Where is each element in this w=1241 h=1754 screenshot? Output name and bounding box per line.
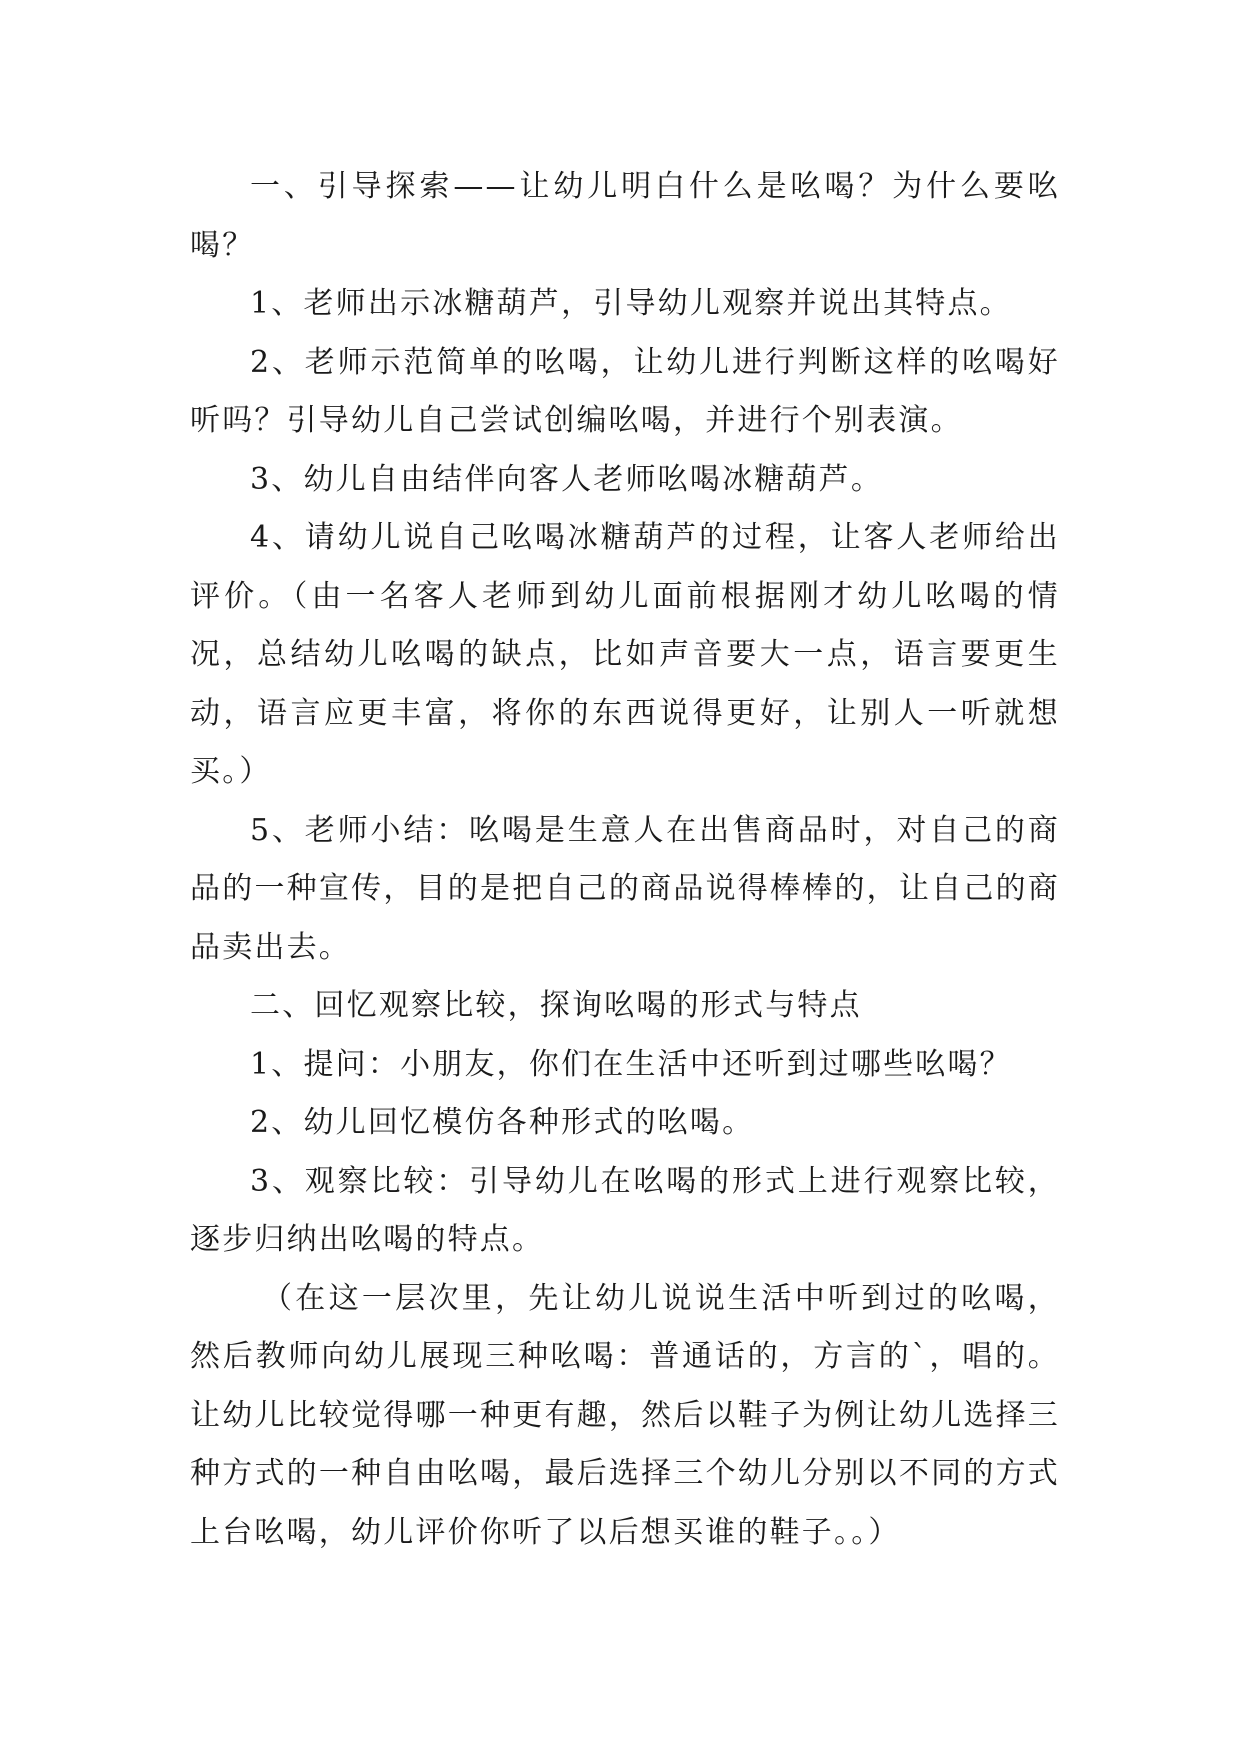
paragraph: 1、老师出示冰糖葫芦，引导幼儿观察并说出其特点。	[250, 286, 1012, 321]
section-heading-2: 二、回忆观察比较，探询吆喝的形式与特点	[250, 988, 862, 1023]
paragraph: 2、幼儿回忆模仿各种形式的吆喝。	[250, 1105, 755, 1140]
paragraph-note: （在这一层次里，先让幼儿说说生活中听到过的吆喝，然后教师向幼儿展现三种吆喝：普通话的，方言的`，唱的。让幼儿比较觉得哪一种更有趣，然后以鞋子为例让幼儿选择三种方式的一种自由吆喝，最后选择三个幼儿分别以不同的方式上台吆喝，幼儿评价你听了以后想买谁的鞋子。。）	[190, 1280, 1060, 1550]
paragraph: 2、老师示范简单的吆喝，让幼儿进行判断这样的吆喝好听吗？引导幼儿自己尝试创编吆喝，并进行个别表演。	[190, 344, 1060, 438]
paragraph: 4、请幼儿说自己吆喝冰糖葫芦的过程，让客人老师给出评价。（由一名客人老师到幼儿面前根据刚才幼儿吆喝的情况，总结幼儿吆喝的缺点，比如声音要大一点，语言要更生动，语言应更丰富，将你的东西说得更好，让别人一听就想买。）	[190, 520, 1060, 789]
paragraph: 3、观察比较：引导幼儿在吆喝的形式上进行观察比较，逐步归纳出吆喝的特点。	[190, 1163, 1060, 1257]
paragraph: 5、老师小结：吆喝是生意人在出售商品时，对自己的商品的一种宣传，目的是把自己的商品说得棒棒的，让自己的商品卖出去。	[190, 812, 1060, 965]
paragraph: 1、提问：小朋友，你们在生活中还听到过哪些吆喝？	[250, 1046, 1012, 1082]
section-heading-1: 一、引导探索——让幼儿明白什么是吆喝？为什么要吆喝？	[190, 169, 1060, 263]
paragraph: 3、幼儿自由结伴向客人老师吆喝冰糖葫芦。	[250, 461, 884, 497]
document-page	[190, 158, 1060, 1562]
